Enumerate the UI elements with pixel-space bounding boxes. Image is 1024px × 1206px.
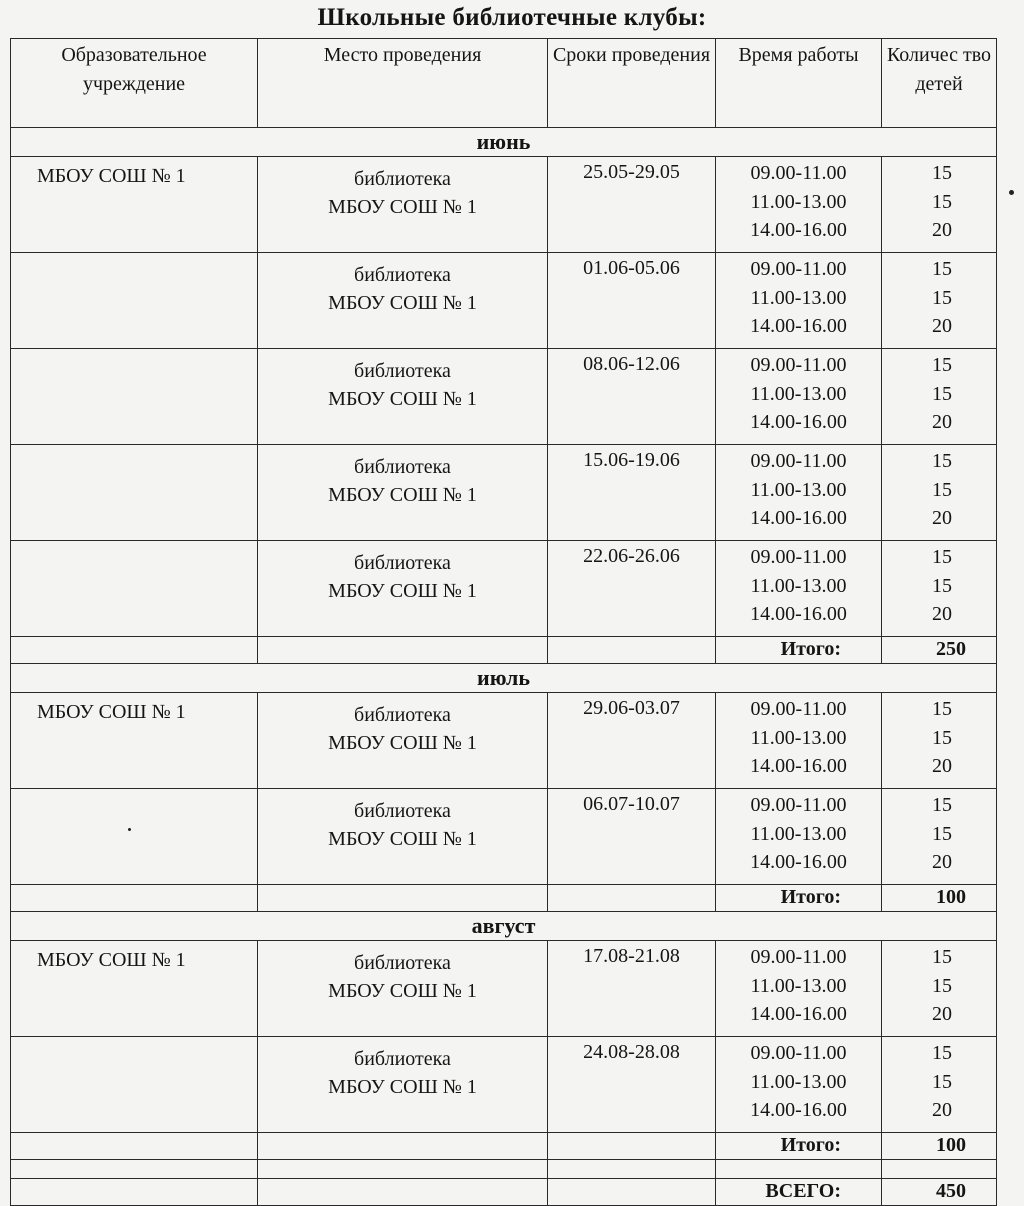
place-cell (258, 1037, 548, 1133)
empty-cell (548, 637, 716, 664)
time-slot: 14.00-16.00 (750, 411, 847, 433)
place-line: МБОУ СОШ № 1 (328, 580, 477, 602)
child-count: 15 (932, 286, 952, 309)
hours-cell (716, 1037, 882, 1133)
place-line: МБОУ СОШ № 1 (328, 732, 477, 754)
child-count: 20 (932, 851, 952, 873)
time-slot: 14.00-16.00 (750, 603, 847, 625)
institution-cell: МБОУ СОШ № 1 (11, 941, 258, 1037)
empty-cell (11, 1179, 258, 1206)
subtotal-row (11, 885, 997, 912)
grand-total-label: ВСЕГО: (716, 1179, 882, 1206)
table-row (11, 541, 997, 637)
empty-cell (11, 637, 258, 664)
time-slot: 09.00-11.00 (750, 354, 847, 376)
header-institution: Образовательное учреждение (11, 39, 258, 128)
time-slot: 11.00-13.00 (750, 382, 847, 405)
child-count: 15 (932, 1042, 952, 1064)
time-slot: 09.00-11.00 (750, 946, 847, 968)
child-count: 15 (932, 190, 952, 213)
place-line: МБОУ СОШ № 1 (328, 980, 477, 1002)
institution-cell (11, 789, 258, 885)
institution-cell: МБОУ СОШ № 1 (11, 157, 258, 253)
time-slot: 14.00-16.00 (750, 1099, 847, 1121)
dates-cell: 25.05-29.05 (548, 157, 716, 253)
child-count: 20 (932, 507, 952, 529)
subtotal-label: Итого: (716, 1133, 882, 1160)
children-cell (882, 349, 997, 445)
empty-cell (548, 1133, 716, 1160)
place-line: МБОУ СОШ № 1 (328, 1076, 477, 1098)
child-count: 20 (932, 219, 952, 241)
time-slot: 11.00-13.00 (750, 190, 847, 213)
child-count: 15 (932, 974, 952, 997)
time-slot: 14.00-16.00 (750, 755, 847, 777)
grand-total-row (11, 1179, 997, 1206)
month-label: август (11, 912, 997, 941)
place-line: библиотека (354, 552, 451, 574)
place-line: библиотека (354, 1048, 451, 1070)
place-line: библиотека (354, 264, 451, 286)
time-slot: 11.00-13.00 (750, 478, 847, 501)
institution-cell (11, 1037, 258, 1133)
child-count: 15 (932, 450, 952, 472)
subtotal-value: 100 (882, 1133, 997, 1160)
child-count: 15 (932, 822, 952, 845)
place-line: библиотека (354, 800, 451, 822)
time-slot: 11.00-13.00 (750, 726, 847, 749)
time-slot: 09.00-11.00 (750, 794, 847, 816)
children-cell (882, 253, 997, 349)
child-count: 15 (932, 1070, 952, 1093)
time-slot: 14.00-16.00 (750, 219, 847, 241)
header-row (11, 39, 997, 128)
subtotal-value: 250 (882, 637, 997, 664)
empty-cell (258, 1133, 548, 1160)
institution-cell: МБОУ СОШ № 1 (11, 693, 258, 789)
place-cell (258, 789, 548, 885)
child-count: 20 (932, 315, 952, 337)
empty-cell (548, 885, 716, 912)
time-slot: 14.00-16.00 (750, 1003, 847, 1025)
month-label: июнь (11, 128, 997, 157)
institution-cell (11, 541, 258, 637)
place-line: библиотека (354, 952, 451, 974)
child-count: 15 (932, 546, 952, 568)
child-count: 20 (932, 603, 952, 625)
empty-cell (716, 1160, 882, 1179)
blank-row (11, 1160, 997, 1179)
empty-cell (882, 1160, 997, 1179)
dates-cell: 24.08-28.08 (548, 1037, 716, 1133)
table-row (11, 349, 997, 445)
children-cell (882, 789, 997, 885)
child-count: 15 (932, 794, 952, 816)
dates-cell: 01.06-05.06 (548, 253, 716, 349)
header-place: Место проведения (258, 39, 548, 128)
table-body (11, 128, 997, 1206)
children-cell (882, 941, 997, 1037)
hours-cell (716, 941, 882, 1037)
child-count: 15 (932, 726, 952, 749)
child-count: 20 (932, 755, 952, 777)
place-cell (258, 253, 548, 349)
time-slot: 11.00-13.00 (750, 974, 847, 997)
table-row (11, 693, 997, 789)
children-cell (882, 693, 997, 789)
hours-cell (716, 253, 882, 349)
time-slot: 11.00-13.00 (750, 286, 847, 309)
empty-cell (548, 1160, 716, 1179)
month-row (11, 664, 997, 693)
place-line: МБОУ СОШ № 1 (328, 196, 477, 218)
hours-cell (716, 693, 882, 789)
time-slot: 09.00-11.00 (750, 258, 847, 280)
children-cell (882, 445, 997, 541)
place-cell (258, 157, 548, 253)
table-row (11, 789, 997, 885)
institution-cell (11, 445, 258, 541)
place-line: МБОУ СОШ № 1 (328, 388, 477, 410)
place-cell (258, 941, 548, 1037)
institution-cell (11, 349, 258, 445)
time-slot: 11.00-13.00 (750, 822, 847, 845)
time-slot: 09.00-11.00 (750, 450, 847, 472)
header-hours: Время работы (716, 39, 882, 128)
hours-cell (716, 157, 882, 253)
children-cell (882, 1037, 997, 1133)
place-line: МБОУ СОШ № 1 (328, 484, 477, 506)
time-slot: 14.00-16.00 (750, 851, 847, 873)
place-line: библиотека (354, 168, 451, 190)
empty-cell (258, 1160, 548, 1179)
month-row (11, 912, 997, 941)
place-line: библиотека (354, 704, 451, 726)
table-row (11, 253, 997, 349)
dates-cell: 15.06-19.06 (548, 445, 716, 541)
header-dates: Сроки проведения (548, 39, 716, 128)
table-row (11, 1037, 997, 1133)
dates-cell: 22.06-26.06 (548, 541, 716, 637)
dates-cell: 06.07-10.07 (548, 789, 716, 885)
empty-cell (548, 1179, 716, 1206)
hours-cell (716, 445, 882, 541)
dates-cell: 08.06-12.06 (548, 349, 716, 445)
place-line: библиотека (354, 360, 451, 382)
table-row (11, 445, 997, 541)
institution-cell (11, 253, 258, 349)
place-cell (258, 445, 548, 541)
scan-speck (128, 828, 131, 831)
place-cell (258, 541, 548, 637)
child-count: 15 (932, 574, 952, 597)
hours-cell (716, 349, 882, 445)
children-cell (882, 157, 997, 253)
children-cell (882, 541, 997, 637)
hours-cell (716, 789, 882, 885)
empty-cell (258, 1179, 548, 1206)
month-row (11, 128, 997, 157)
table-row (11, 157, 997, 253)
dates-cell: 17.08-21.08 (548, 941, 716, 1037)
place-cell (258, 693, 548, 789)
child-count: 15 (932, 258, 952, 280)
time-slot: 09.00-11.00 (750, 698, 847, 720)
empty-cell (11, 885, 258, 912)
subtotal-value: 100 (882, 885, 997, 912)
time-slot: 09.00-11.00 (750, 1042, 847, 1064)
time-slot: 11.00-13.00 (750, 1070, 847, 1093)
place-cell (258, 349, 548, 445)
dates-cell: 29.06-03.07 (548, 693, 716, 789)
child-count: 15 (932, 946, 952, 968)
time-slot: 14.00-16.00 (750, 315, 847, 337)
place-line: МБОУ СОШ № 1 (328, 828, 477, 850)
time-slot: 11.00-13.00 (750, 574, 847, 597)
header-children: Количес тво детей (882, 39, 997, 128)
child-count: 15 (932, 162, 952, 184)
scan-speck (1009, 190, 1014, 195)
empty-cell (258, 637, 548, 664)
month-label: июль (11, 664, 997, 693)
child-count: 15 (932, 478, 952, 501)
subtotal-row (11, 637, 997, 664)
child-count: 20 (932, 1099, 952, 1121)
hours-cell (716, 541, 882, 637)
child-count: 20 (932, 1003, 952, 1025)
subtotal-row (11, 1133, 997, 1160)
place-line: МБОУ СОШ № 1 (328, 292, 477, 314)
grand-total-value: 450 (882, 1179, 997, 1206)
subtotal-label: Итого: (716, 637, 882, 664)
subtotal-label: Итого: (716, 885, 882, 912)
place-line: библиотека (354, 456, 451, 478)
table-row (11, 941, 997, 1037)
page-title: Школьные библиотечные клубы: (317, 4, 707, 31)
empty-cell (258, 885, 548, 912)
time-slot: 14.00-16.00 (750, 507, 847, 529)
child-count: 15 (932, 354, 952, 376)
clubs-table (10, 38, 997, 1206)
child-count: 15 (932, 382, 952, 405)
empty-cell (11, 1160, 258, 1179)
child-count: 20 (932, 411, 952, 433)
time-slot: 09.00-11.00 (750, 546, 847, 568)
child-count: 15 (932, 698, 952, 720)
empty-cell (11, 1133, 258, 1160)
time-slot: 09.00-11.00 (750, 162, 847, 184)
